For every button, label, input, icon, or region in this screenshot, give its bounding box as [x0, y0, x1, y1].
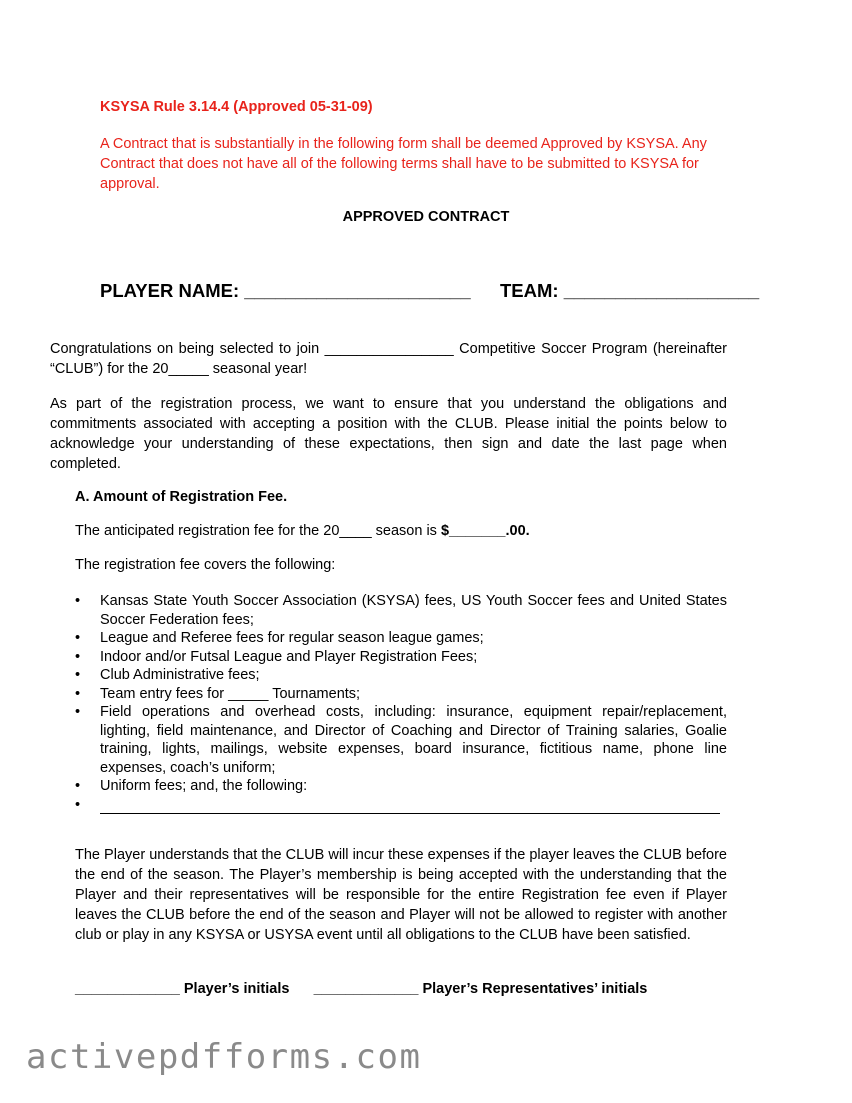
bullet-icon: •	[75, 704, 81, 720]
rule-title: KSYSA Rule 3.14.4 (Approved 05-31-09)	[100, 99, 373, 115]
initials-line[interactable]: _____________ Player’s initials _____________ Player’s Representatives’ initials	[75, 981, 648, 997]
player-name-field[interactable]: PLAYER NAME: ______________________	[100, 280, 471, 301]
list-item	[75, 666, 727, 685]
list-item	[75, 777, 727, 796]
list-item-text: Field operations and overhead costs, including: insurance, equipment repair/replacement, lighting, field maintenance, and Director of Coaching and Director of Training salaries, Goalie training, lights, mailings, website expenses, board insurance, fictitious name, phone line expenses, coach’s uniform;	[100, 704, 727, 776]
section-a-heading: A. Amount of Registration Fee.	[75, 489, 288, 505]
bullet-icon: •	[75, 685, 81, 702]
team-field[interactable]: TEAM: ___________________	[500, 280, 760, 301]
list-item	[75, 685, 727, 704]
list-item	[75, 592, 727, 629]
list-item-text: Uniform fees; and, the following:	[100, 778, 308, 794]
list-item-text: Indoor and/or Futsal League and Player Registration Fees;	[100, 648, 478, 665]
fee-list	[75, 592, 727, 814]
watermark: activepdfforms.com	[26, 1037, 422, 1077]
list-item-text: Kansas State Youth Soccer Association (KSYSA) fees, US Youth Soccer fees and United States Soccer Federation fees;	[100, 593, 727, 628]
congratulations-paragraph: Congratulations on being selected to join ________________ Competitive Soccer Program (hereinafter “CLUB”) for the 20_____ seasonal year!	[50, 341, 727, 377]
fee-covers-intro: The registration fee covers the following:	[75, 557, 336, 573]
list-item	[75, 703, 727, 777]
bullet-icon: •	[75, 593, 81, 609]
bullet-icon: •	[75, 630, 81, 646]
list-item-blank	[75, 796, 727, 815]
registration-fee-line	[75, 523, 530, 539]
list-item-text: League and Referee fees for regular season league games;	[100, 630, 484, 646]
bullet-icon: •	[75, 796, 81, 813]
understanding-paragraph: The Player understands that the CLUB will incur these expenses if the player leaves the CLUB before the end of the season. The Player’s membership is being accepted with the understanding that the Player and their representatives will be responsible for the entire Registration fee even if Player leaves the CLUB before the end of the season and Player will not be allowed to register with another club or play in any KSYSA or USYSA event until all obligations to the CLUB have been satisfied.	[75, 847, 727, 943]
registration-paragraph: As part of the registration process, we want to ensure that you understand the obligations and commitments associated with accepting a position with the CLUB. Please initial the points below to acknowledge your understanding of these expectations, then sign and date the last page when completed.	[50, 396, 727, 472]
list-item-text: Team entry fees for _____ Tournaments;	[100, 685, 361, 702]
list-item-text: Club Administrative fees;	[100, 667, 260, 683]
registration-fee-amount[interactable]: $_______.00.	[440, 523, 530, 539]
bullet-icon: •	[75, 648, 81, 665]
bullet-icon: •	[75, 778, 81, 794]
additional-fee-blank[interactable]	[100, 799, 720, 814]
list-item	[75, 648, 727, 667]
bullet-icon: •	[75, 667, 81, 683]
list-item	[75, 629, 727, 648]
document-title: APPROVED CONTRACT	[342, 209, 510, 225]
rule-text: A Contract that is substantially in the following form shall be deemed Approved by KSYSA. Any Contract that does not have all of the following terms shall have to be submitted to KSYSA for approval.	[100, 136, 707, 192]
registration-fee-text: The anticipated registration fee for the 20____ season is	[75, 523, 441, 539]
